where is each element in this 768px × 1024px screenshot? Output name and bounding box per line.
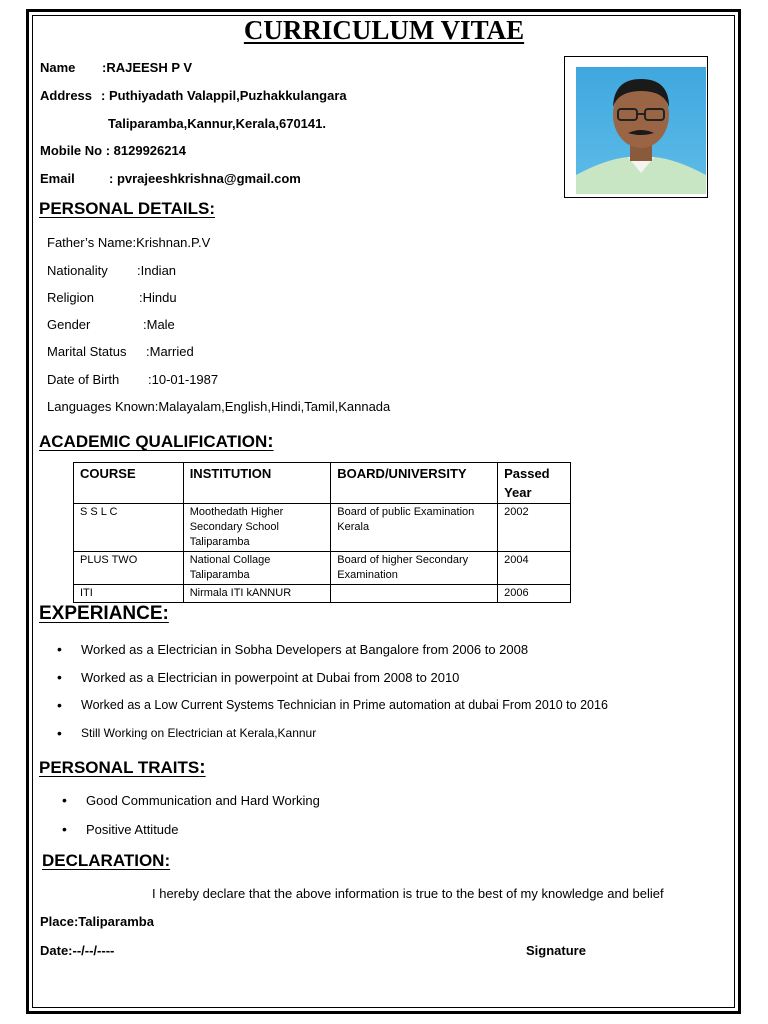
name-label: Name — [40, 60, 76, 75]
table-cell: 2002 — [498, 504, 571, 552]
bullet-icon: • — [57, 641, 62, 657]
gender-label: Gender — [47, 317, 91, 332]
personal-traits-heading: PERSONAL TRAITS: — [39, 757, 206, 778]
table-header-row — [74, 463, 571, 504]
name-value: :RAJEESH P V — [102, 60, 193, 75]
table-cell: Moothedath Higher Secondary School Taliparamba — [183, 504, 331, 552]
person-portrait-icon — [576, 67, 706, 194]
dob-label: Date of Birth — [47, 372, 120, 387]
address-line-2: Taliparamba,Kannur,Kerala,670141. — [108, 116, 326, 131]
table-cell — [331, 585, 498, 603]
table-cell: Nirmala ITI kANNUR — [183, 585, 331, 603]
religion-value: :Hindu — [139, 290, 177, 305]
academic-heading: ACADEMIC QUALIFICATION: — [39, 431, 274, 452]
table-cell: 2004 — [498, 552, 571, 585]
cv-title: CURRICULUM VITAE — [243, 15, 525, 45]
table-cell: 2006 — [498, 585, 571, 603]
languages-known: Languages Known:Malayalam,English,Hindi,Tamil,Kannada — [47, 399, 391, 414]
bullet-icon: • — [57, 669, 62, 685]
declaration-heading: DECLARATION: — [42, 851, 171, 870]
experience-heading: EXPERIANCE: — [39, 603, 169, 624]
profile-photo — [576, 67, 706, 194]
table-row — [74, 504, 571, 552]
declaration-text: I hereby declare that the above information is true to the best of my knowledge and belief — [152, 886, 664, 901]
list-item: • Good Communication and Hard Working — [62, 792, 320, 808]
marital-status-label: Marital Status — [47, 344, 127, 359]
table-cell: ITI — [74, 585, 184, 603]
gender-value: :Male — [143, 317, 175, 332]
mobile-number: Mobile No : 8129926214 — [40, 143, 186, 158]
header-board: BOARD/UNIVERSITY — [331, 463, 498, 504]
address-line-1: : Puthiyadath Valappil,Puzhakkulangara — [101, 88, 347, 103]
bullet-icon: • — [57, 725, 62, 741]
bullet-icon: • — [62, 792, 67, 808]
profile-photo-frame — [564, 56, 708, 198]
personal-details-heading: PERSONAL DETAILS: — [39, 199, 215, 218]
father-name: Father’s Name:Krishnan.P.V — [47, 235, 211, 250]
list-item: • Still Working on Electrician at Kerala,Kannur — [57, 725, 317, 741]
table-cell: Board of higher Secondary Examination — [331, 552, 498, 585]
list-item: • Worked as a Electrician in Sobha Developers at Bangalore from 2006 to 2008 — [57, 641, 529, 657]
address-label: Address — [40, 88, 93, 103]
table-row — [74, 585, 571, 603]
bullet-icon: • — [62, 821, 67, 837]
list-item: • Worked as a Low Current Systems Technician in Prime automation at dubai From 2010 to 2016 — [57, 697, 608, 713]
table-row — [74, 552, 571, 585]
table-cell: S S L C — [74, 504, 184, 552]
nationality-label: Nationality — [47, 263, 108, 278]
list-item: • Positive Attitude — [62, 821, 179, 837]
bullet-icon: • — [57, 697, 62, 713]
header-institution: INSTITUTION — [183, 463, 331, 504]
table-cell: Board of public Examination Kerala — [331, 504, 498, 552]
table-cell: National Collage Taliparamba — [183, 552, 331, 585]
nationality-value: :Indian — [137, 263, 177, 278]
date: Date:--/--/---- — [40, 943, 115, 958]
dob-value: :10-01-1987 — [148, 372, 219, 387]
header-course: COURSE — [74, 463, 184, 504]
header-passed-year: Passed Year — [498, 463, 571, 504]
email-label: Email — [40, 171, 75, 186]
religion-label: Religion — [47, 290, 94, 305]
list-item: • Worked as a Electrician in powerpoint at Dubai from 2008 to 2010 — [57, 669, 460, 685]
signature-label: Signature — [526, 943, 586, 958]
academic-table — [73, 462, 571, 603]
marital-status-value: :Married — [146, 344, 194, 359]
place: Place:Taliparamba — [40, 914, 154, 929]
email-value: : pvrajeeshkrishna@gmail.com — [109, 171, 301, 186]
table-cell: PLUS TWO — [74, 552, 184, 585]
